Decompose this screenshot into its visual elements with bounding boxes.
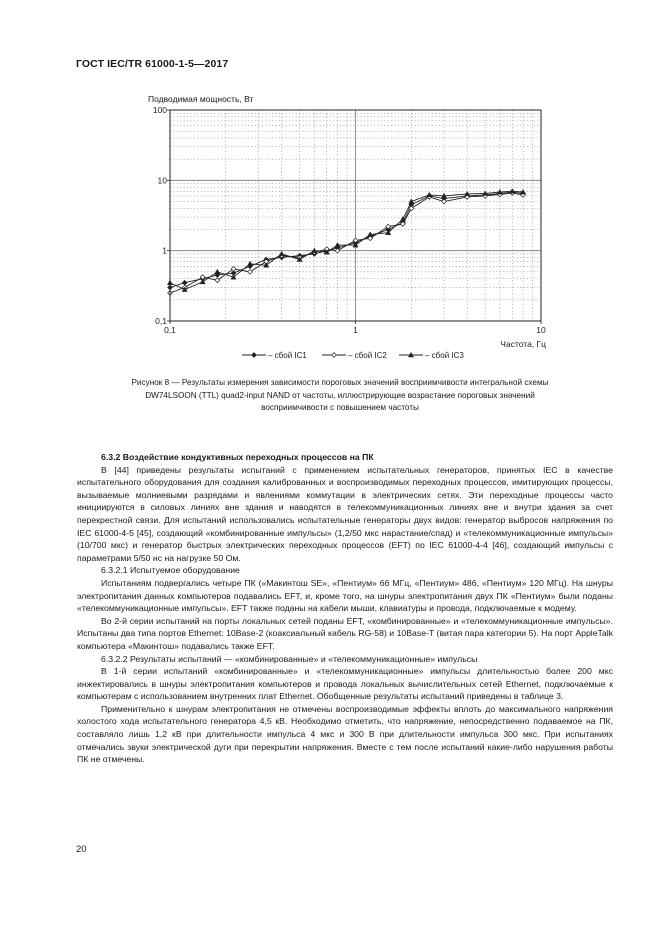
document-code-header: ГОСТ IEC/TR 61000-1-5—2017 <box>76 58 229 70</box>
legend-marker-ic1 <box>252 353 257 358</box>
body-text <box>77 451 613 766</box>
y-tick-label: 10 <box>157 175 167 186</box>
x-tick-label: 0,1 <box>164 325 176 335</box>
chart-x-axis-label: Частота, Гц <box>500 339 546 349</box>
data-point-ic3 <box>247 261 252 266</box>
figure-caption-line-3: восприимчивости с повышением частоты <box>261 403 419 413</box>
data-point-ic2 <box>248 269 253 274</box>
chart-y-axis-label: Подводимая мощность, Вт <box>148 94 254 104</box>
data-point-ic1 <box>182 280 187 285</box>
x-tick-label: 10 <box>536 325 546 335</box>
y-tick-label: 1 <box>162 245 167 256</box>
data-point-ic2 <box>442 199 447 204</box>
legend-label-ic3: – сбой IC3 <box>425 351 464 360</box>
data-point-ic2 <box>409 206 414 211</box>
subsection-6-3-2-2-title: 6.3.2.2 Результаты испытаний — «комбинированные» и «телекоммуникационные» импульсы <box>101 653 478 664</box>
legend-label-ic1: – сбой IC1 <box>268 351 307 360</box>
series-line-ic2 <box>170 193 523 293</box>
data-point-ic3 <box>215 269 220 274</box>
susceptibility-chart <box>0 0 661 370</box>
figure-caption-line-2: DW74LSOON (TTL) quad2-input NAND от частоты, иллюстрирующие возрастание пороговых значений <box>145 390 535 400</box>
data-point-ic3 <box>200 279 205 284</box>
series-line-ic1 <box>170 192 523 287</box>
legend-marker-ic2 <box>332 353 337 358</box>
paragraph-power-cords: Применительно к шнурам электропитания не отмечены воспроизводимые эффекты вплоть до максимального напряжения холостого хода испытательного генератора 4,5 кВ. Необходимо отметить, что напряжение, непосредственно подаваемое на ПК, составляло лишь 1,2 кВ при длительности импульса 4 мкс и 300 В при длительности импульса 300 мкс. При испытаниях отмечались звуки электрической дуги при перекрытии напряжения. Вместе с тем после испытаний какие-либо нарушения работы ПК не отмечены. <box>77 703 613 765</box>
page-number: 20 <box>76 844 87 855</box>
section-title: 6.3.2 Воздействие кондуктивных переходных процессов на ПК <box>101 452 374 462</box>
y-tick-label: 0,1 <box>155 316 167 326</box>
x-tick-label: 1 <box>353 325 358 335</box>
y-tick-label: 100 <box>152 105 167 115</box>
figure-caption-line-1: Рисунок 8 — Результаты измерения зависимости пороговых значений восприимчивости интегральной схемы <box>131 378 549 387</box>
paragraph-first-series: В 1-й серии испытаний «комбинированные» и «телекоммуникационные» импульсы длительностью более 200 мкс инжектировались в шнуры электропитания компьютеров и провода локальных вычислительных сетей Ethernet, подключаемые к компьютерам с использованием внутренних плат Ethernet. Обобщенные результаты испытаний приведены в таблице 3. <box>77 666 613 702</box>
subsection-6-3-2-1-title: 6.3.2.1 Испытуемое оборудование <box>101 565 240 576</box>
data-point-ic3 <box>279 251 284 256</box>
paragraph-lan-tests: Во 2-й серии испытаний на порты локальных сетей поданы EFT, «комбинированные» и «телекоммуникационные импульсы». Испытаны два типа портов Ethernet: 10Base-2 (коаксиальный кабель RG-58) и 10Base-T (витая пара категории 5). На порт AppleTalk компьютера «Макинтош» подавались также EFT. <box>77 615 613 651</box>
figure-caption <box>90 377 590 415</box>
data-point-ic2 <box>335 248 340 253</box>
paragraph-tested-equipment: Испытаниям подвергались четыре ПК («Макинтош SE», «Пентиум» 66 МГц, «Пентиум» 486, «Пентиум» 120 МГц). На шнуры электропитания данных компьютеров подавались EFT, и, кроме того, на шнуры электропитания двух ПК «Пентиум» были поданы «телекоммуникационные импульсы». EFT также поданы на кабели мыши, клавиатуры и провода, подключаемые к модему. <box>77 577 613 614</box>
paragraph-intro: В [44] приведены результаты испытаний с применением испытательных генераторов, принятых IEC в качестве испытательного оборудования для создания калиброванных и воспроизводимых переходных процессов, имитирующих процессы, вызываемые молниевыми разрядами и явлениями коммутации в электрических сетях. Эти переходные процессы часто инициируются в силовых линиях вне здания и наводятся в телекоммуникационных линиях вне и внутри здания за счет перекрестной связи. Для испытаний использовались испытательные генераторы двух видов: генератор выбросов напряжения по IEC 61000-4-5 [45], создающий «комбинированные импульсы» (1,2/50 мкс нарастание/спад) и «телекоммуникационные импульсы» (10/700 мкс) и генератор быстрых электрических переходных процессов (EFT) по IEC 61000-4-4 [46], создающий импульсы с параметрами 5/50 нс на нагрузке 50 Ом. <box>77 464 613 563</box>
legend-label-ic2: – сбой IC2 <box>348 351 387 360</box>
